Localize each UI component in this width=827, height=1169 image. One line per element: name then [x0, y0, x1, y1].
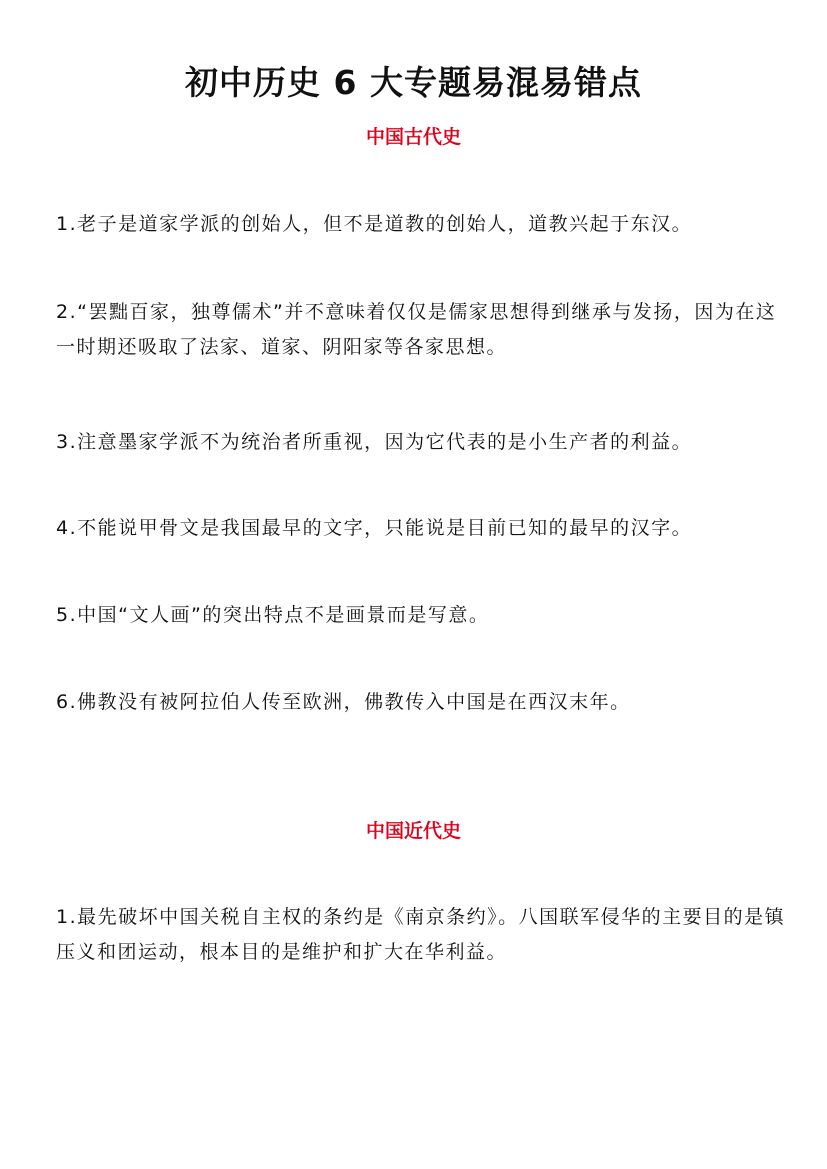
list-item: 1.最先破坏中国关税自主权的条约是《南京条约》。八国联军侵华的主要目的是镇压义和团运动，根本目的是维护和扩大在华利益。: [56, 906, 786, 963]
page-title: 初中历史 6 大专题易混易错点: [185, 63, 642, 102]
list-item: 4.不能说甲骨文是我国最早的文字，只能说是目前已知的最早的汉字。: [56, 517, 693, 539]
list-item: 1.老子是道家学派的创始人，但不是道教的创始人，道教兴起于东汉。: [56, 213, 693, 235]
list-item: 2.“罢黜百家，独尊儒术”并不意味着仅仅是儒家思想得到继承与发扬，因为在这一时期还吸取了法家、道家、阴阳家等各家思想。: [56, 301, 777, 358]
list-item: 5.中国“文人画”的突出特点不是画景而是写意。: [56, 604, 490, 626]
section-heading-modern-history: 中国近代史: [365, 820, 461, 842]
section-heading-ancient-history: 中国古代史: [365, 126, 461, 148]
list-item: 6.佛教没有被阿拉伯人传至欧洲，佛教传入中国是在西汉末年。: [56, 691, 631, 713]
list-item: 3.注意墨家学派不为统治者所重视，因为它代表的是小生产者的利益。: [56, 431, 693, 453]
